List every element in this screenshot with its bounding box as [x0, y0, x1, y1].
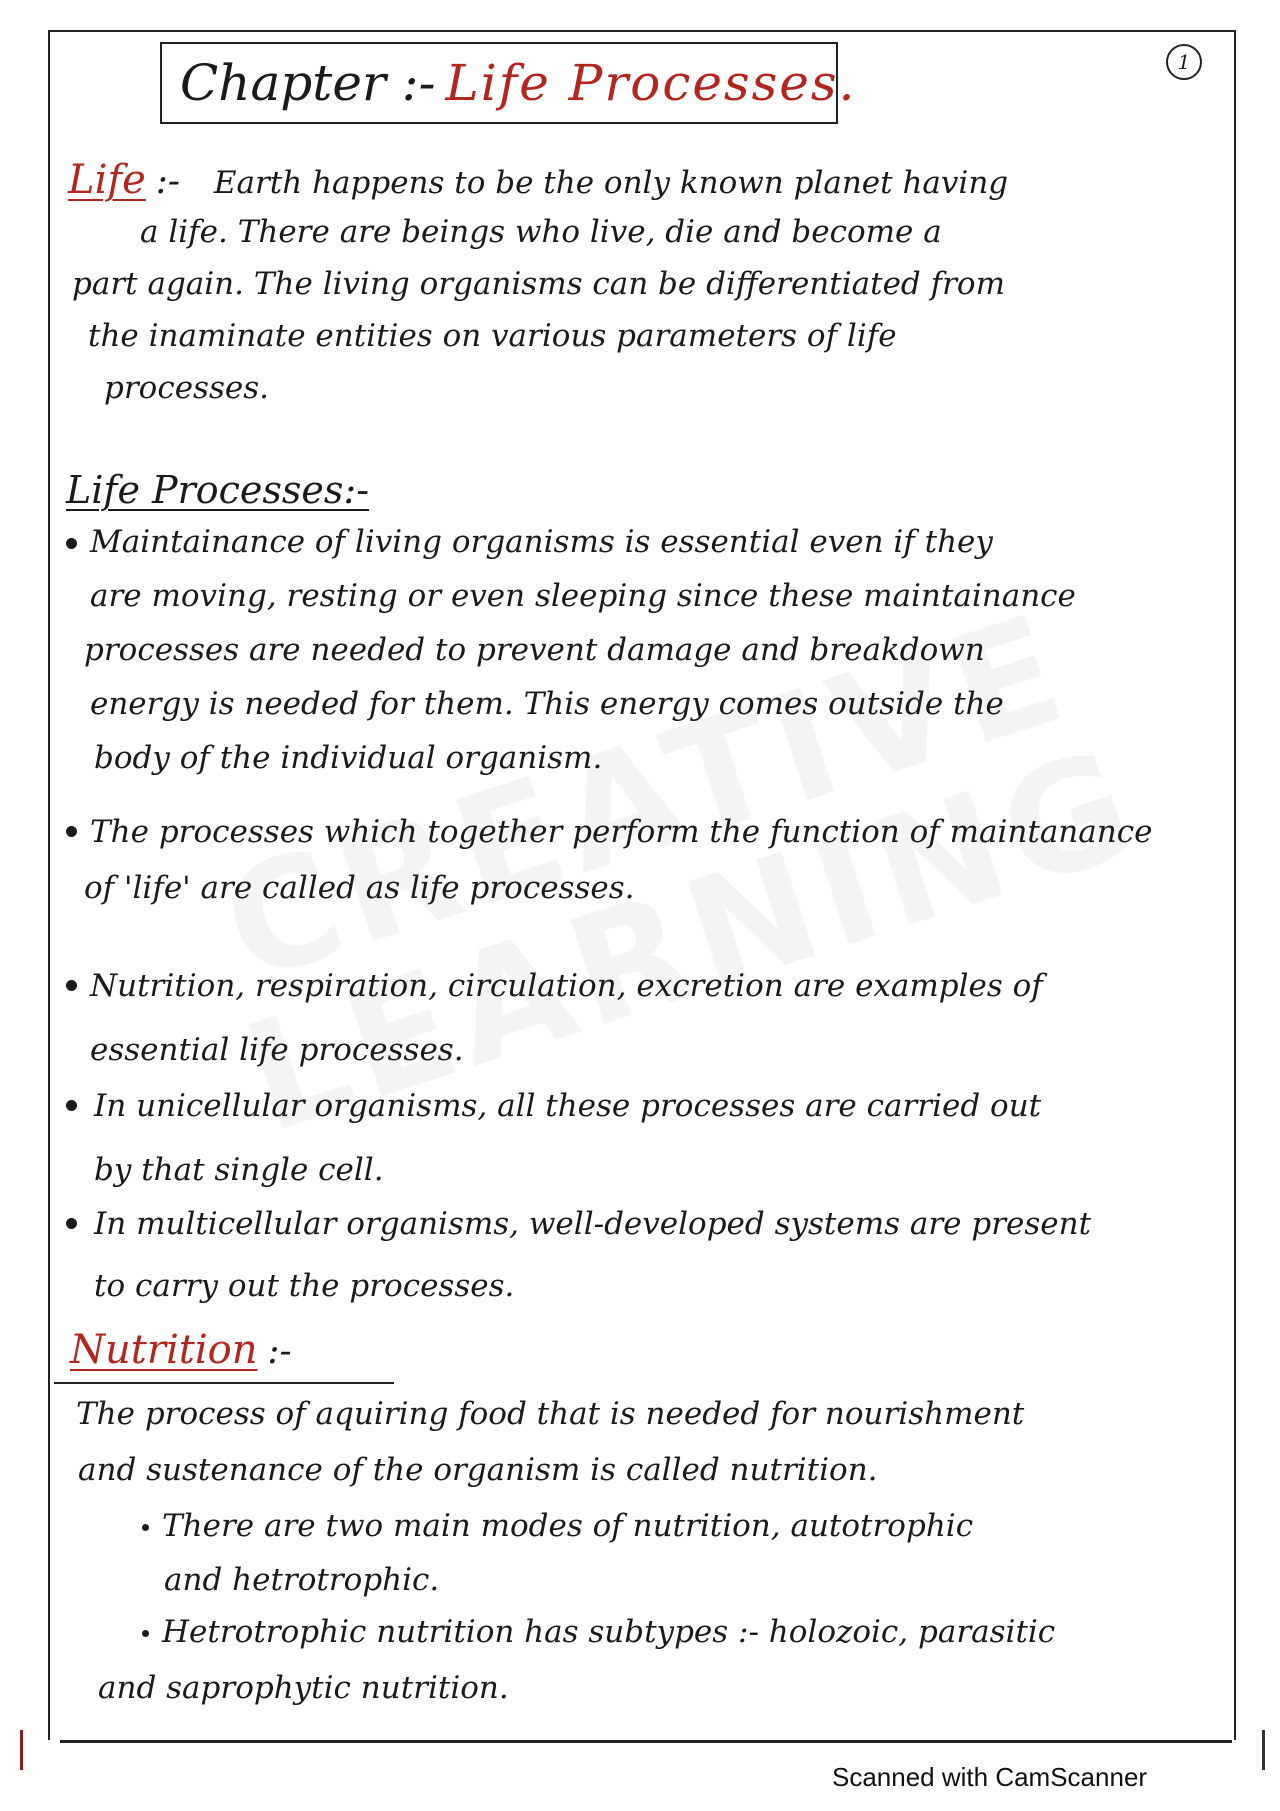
nutrition-intro-line-2: and sustenance of the organism is called nutrition. — [78, 1452, 878, 1488]
bottom-rule — [60, 1740, 1232, 1743]
life-line-3: part again. The living organisms can be differentiated from — [72, 266, 1005, 302]
scanner-footer: Scanned with CamScanner — [832, 1762, 1148, 1792]
life-separator: :- — [155, 161, 180, 202]
lp-bullet-3-line-2: essential life processes. — [90, 1032, 464, 1068]
page-number: 1 — [1166, 44, 1202, 80]
nutrition-bullet-2-line-2: and saprophytic nutrition. — [98, 1670, 509, 1706]
lp-bullet-4-line-1: In unicellular organisms, all these processes are carried out — [94, 1088, 1042, 1124]
lp-bullet-1-line-5: body of the individual organism. — [94, 740, 603, 776]
nutrition-rule — [54, 1382, 394, 1384]
lp-bullet-1-line-1: Maintainance of living organisms is essential even if they — [90, 524, 993, 560]
bullet-marker — [142, 1630, 149, 1637]
life-line-4: the inaminate entities on various parameters of life — [88, 318, 897, 354]
lp-bullet-1-line-4: energy is needed for them. This energy comes outside the — [90, 686, 1004, 722]
bullet-marker — [66, 826, 77, 837]
nutrition-intro-line-1: The process of aquiring food that is needed for nourishment — [76, 1396, 1025, 1432]
lp-bullet-1-line-2: are moving, resting or even sleeping since these maintainance — [90, 578, 1076, 614]
bullet-marker — [66, 1100, 77, 1111]
bullet-marker — [66, 538, 77, 549]
lp-bullet-2-line-1: The processes which together perform the function of maintanance — [90, 814, 1153, 850]
lp-bullet-3-line-1: Nutrition, respiration, circulation, excretion are examples of — [90, 968, 1043, 1004]
nutrition-bullet-1-line-1: There are two main modes of nutrition, autotrophic — [162, 1508, 974, 1544]
bullet-marker — [66, 980, 77, 991]
nutrition-separator: :- — [267, 1331, 292, 1372]
nutrition-bullet-2-line-1: Hetrotrophic nutrition has subtypes :- holozoic, parasitic — [162, 1614, 1056, 1650]
bullet-marker — [142, 1524, 149, 1531]
right-margin-mark — [1262, 1730, 1265, 1770]
life-line-1: Earth happens to be the only known planet having — [213, 165, 1009, 201]
lp-bullet-2-line-2: of 'life' are called as life processes. — [84, 870, 635, 906]
lp-bullet-1-line-3: processes are needed to prevent damage and breakdown — [84, 632, 985, 668]
nutrition-bullet-1-line-2: and hetrotrophic. — [164, 1562, 440, 1598]
chapter-label: Chapter :- — [180, 54, 436, 112]
chapter-title: Life Processes. — [445, 54, 857, 112]
bullet-marker — [66, 1218, 77, 1229]
nutrition-heading: Nutrition — [70, 1327, 258, 1373]
life-processes-heading: Life Processes:- — [66, 468, 370, 512]
life-line-2: a life. There are beings who live, die and become a — [140, 214, 942, 250]
lp-bullet-5-line-1: In multicellular organisms, well-developed systems are present — [94, 1206, 1092, 1242]
life-heading-line — [68, 157, 1009, 203]
life-line-5: processes. — [104, 370, 269, 406]
chapter-title-box — [160, 42, 857, 124]
left-margin-mark — [20, 1730, 23, 1770]
life-heading: Life — [68, 157, 146, 203]
lp-bullet-5-line-2: to carry out the processes. — [94, 1268, 515, 1304]
lp-bullet-4-line-2: by that single cell. — [94, 1152, 384, 1188]
nutrition-heading-line — [70, 1327, 292, 1373]
